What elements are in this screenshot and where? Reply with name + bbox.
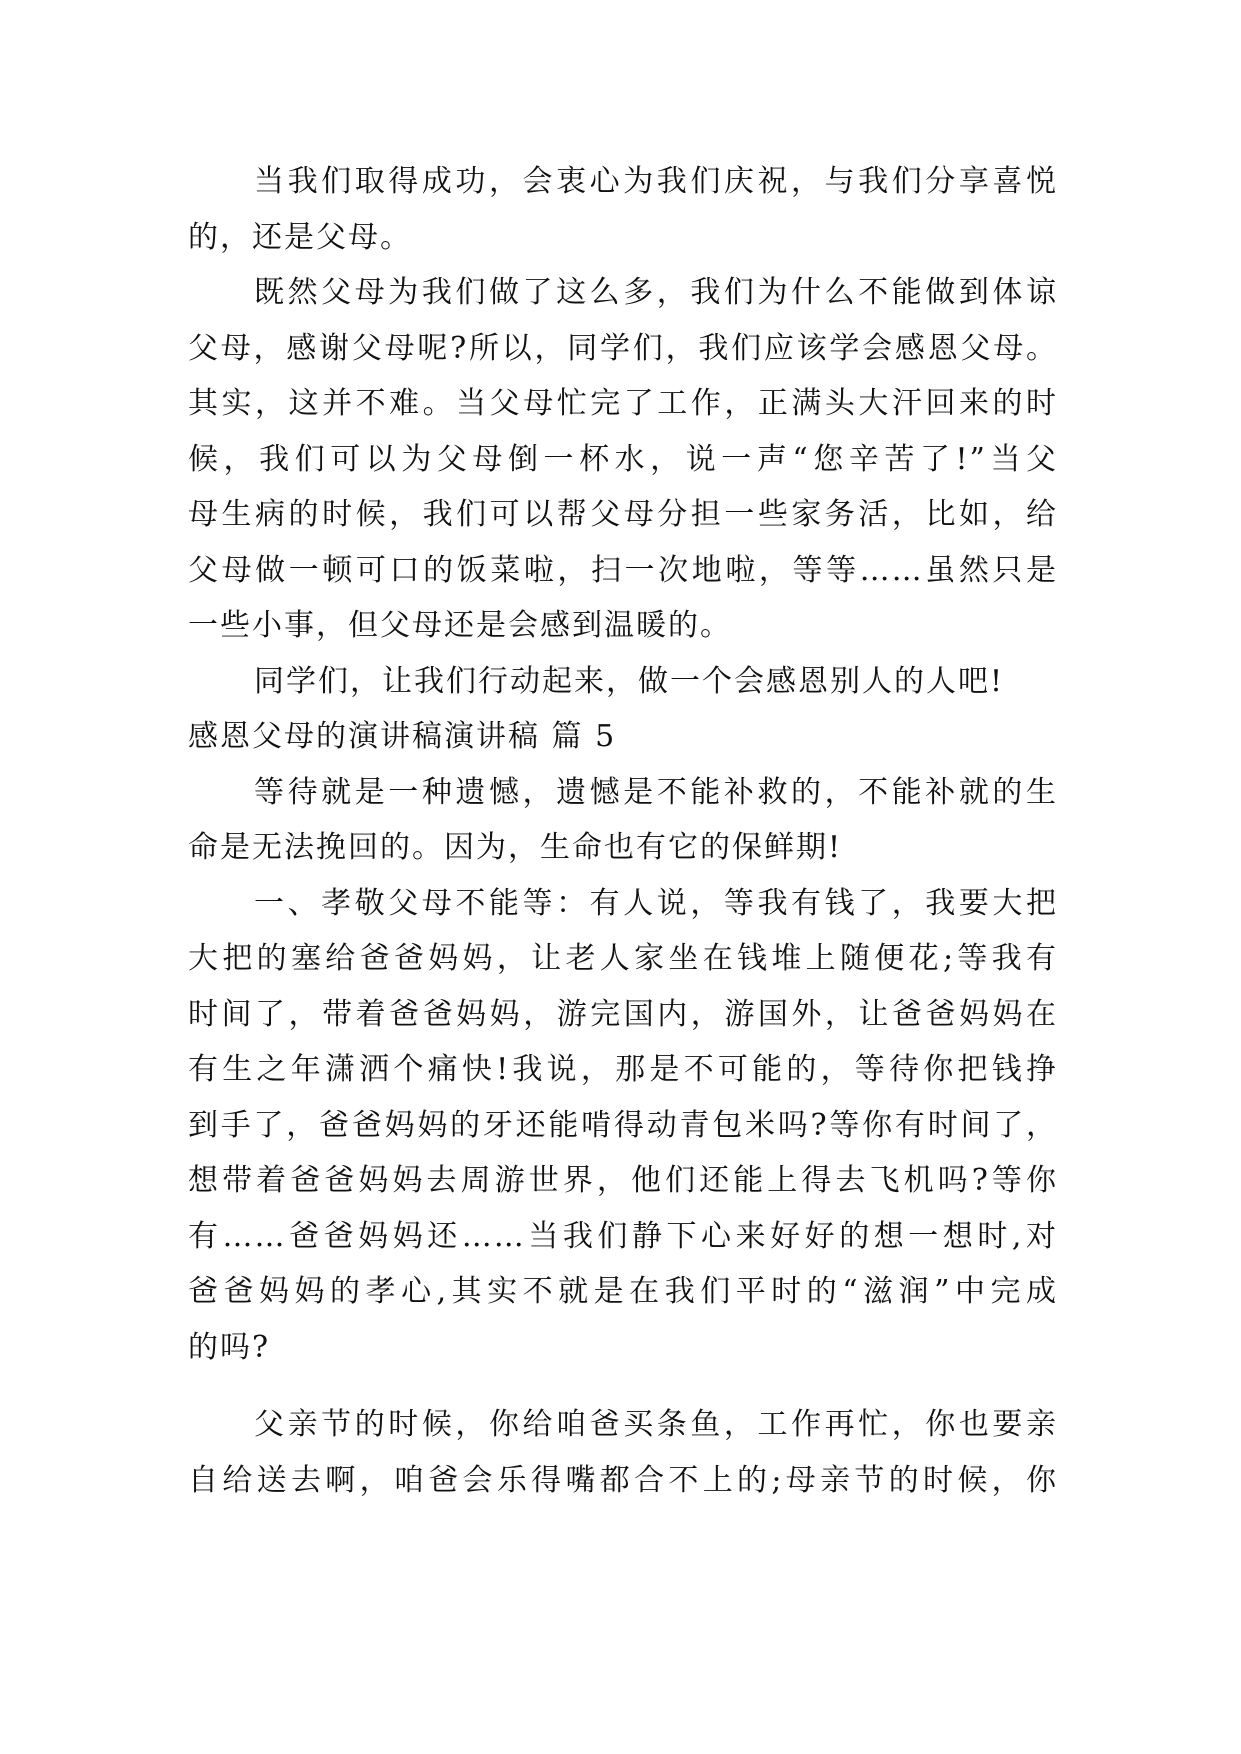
text-line: 既然父母为我们做了这么多，我们为什么不能做到体谅 — [254, 275, 1058, 310]
paragraph — [188, 1397, 1058, 1508]
text-line: 父亲节的时候，你给咱爸买条鱼，工作再忙，你也要亲 — [254, 1407, 1058, 1442]
heading-text: 感恩父母的演讲稿演讲稿 篇 5 — [188, 719, 617, 754]
text-line: 想带着爸爸妈妈去周游世界，他们还能上得去飞机吗?等你 — [188, 1163, 1058, 1198]
text-line: 等待就是一种遗憾，遗憾是不能补救的，不能补就的生 — [254, 774, 1058, 810]
text-line: 当我们取得成功，会衷心为我们庆祝，与我们分享喜悦 — [254, 164, 1058, 199]
text-line: 候，我们可以为父母倒一杯水，说一声“您辛苦了!”当父 — [188, 441, 1058, 477]
text-line: 爸爸妈妈的孝心,其实不就是在我们平时的“滋润”中完成 — [188, 1274, 1058, 1309]
text-line: 一些小事，但父母还是会感到温暖的。 — [188, 608, 732, 643]
paragraph — [188, 265, 1058, 654]
text-line: 父母，感谢父母呢?所以，同学们，我们应该学会感恩父母。 — [188, 330, 1058, 366]
paragraph — [188, 876, 1058, 1376]
paragraph — [188, 765, 1058, 876]
paragraph — [188, 154, 1058, 265]
text-line: 大把的塞给爸爸妈妈，让老人家坐在钱堆上随便花;等我有 — [188, 941, 1058, 976]
text-line: 有……爸爸妈妈还……当我们静下心来好好的想一想时,对 — [188, 1218, 1058, 1254]
document-body — [188, 154, 1058, 1508]
text-line: 一、孝敬父母不能等：有人说，等我有钱了，我要大把 — [254, 885, 1058, 921]
text-line: 的，还是父母。 — [188, 219, 412, 255]
text-line: 到手了，爸爸妈妈的牙还能啃得动青包米吗?等你有时间了， — [188, 1107, 1058, 1143]
paragraph — [188, 654, 1058, 710]
text-line: 其实，这并不难。当父母忙完了工作，正满头大汗回来的时 — [188, 386, 1058, 421]
paragraph-gap — [188, 1375, 1058, 1397]
text-line: 自给送去啊，咱爸会乐得嘴都合不上的;母亲节的时候，你 — [188, 1462, 1058, 1498]
section-heading — [188, 709, 1058, 765]
text-line: 父母做一顿可口的饭菜啦，扫一次地啦，等等……虽然只是 — [188, 552, 1058, 588]
text-line: 有生之年潇洒个痛快!我说，那是不可能的，等待你把钱挣 — [188, 1052, 1058, 1087]
text-line: 同学们，让我们行动起来，做一个会感恩别人的人吧! — [254, 663, 1005, 699]
text-line: 的吗? — [188, 1329, 271, 1365]
text-line: 命是无法挽回的。因为，生命也有它的保鲜期! — [188, 830, 843, 865]
text-line: 时间了，带着爸爸妈妈，游完国内，游国外，让爸爸妈妈在 — [188, 996, 1058, 1032]
text-line: 母生病的时候，我们可以帮父母分担一些家务活，比如，给 — [188, 497, 1058, 532]
